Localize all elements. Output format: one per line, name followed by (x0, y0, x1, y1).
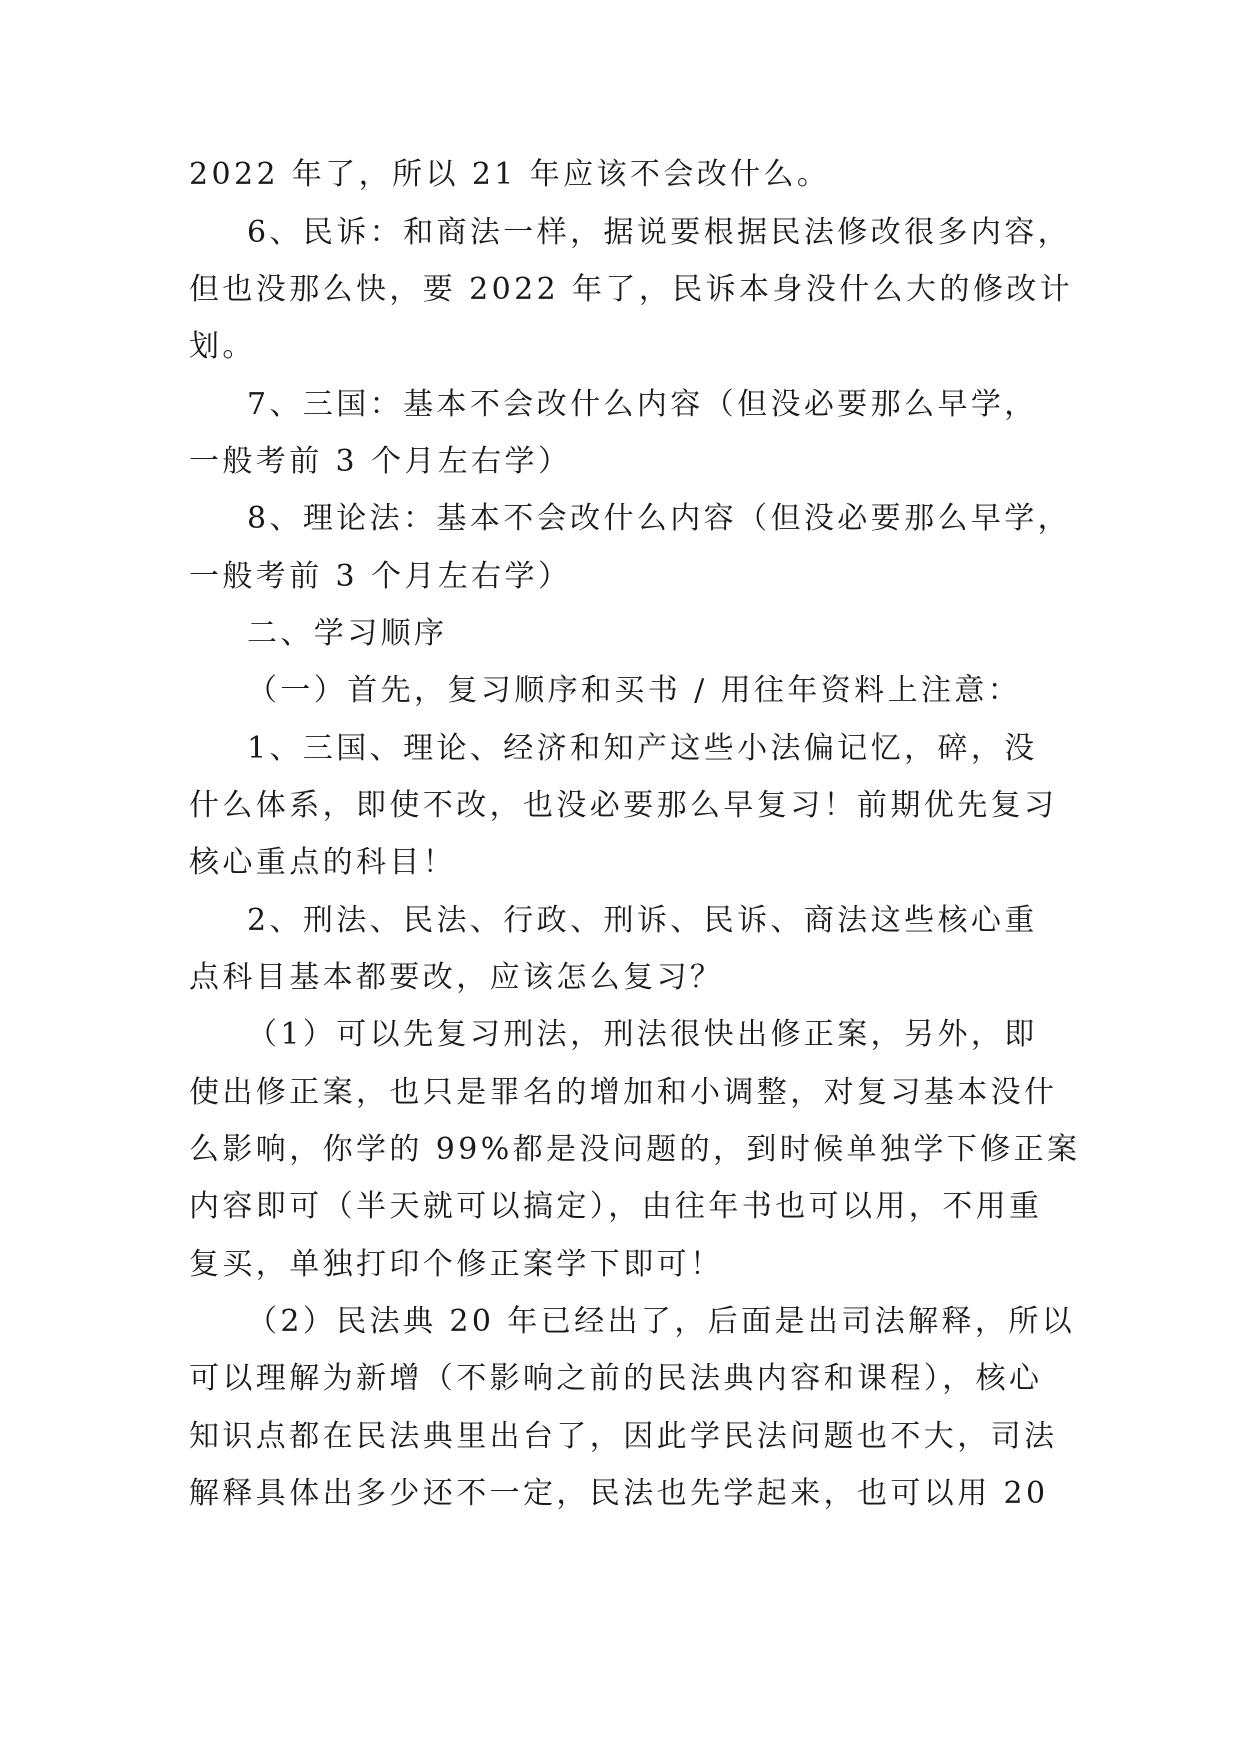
text-line: 什么体系，即使不改，也没必要那么早复习！前期优先复习 (189, 788, 1058, 823)
text-line: 2、刑法、民法、行政、刑诉、民诉、商法这些核心重 (247, 903, 1038, 938)
text-line: 可以理解为新增（不影响之前的民法典内容和课程），核心 (189, 1361, 1043, 1396)
subsection-heading: （一）首先，复习顺序和买书 / 用往年资料上注意： (247, 673, 1022, 708)
section-heading: 二、学习顺序 (247, 616, 448, 651)
text-line: 2022 年了，所以 21 年应该不会改什么。 (189, 157, 831, 192)
text-line: （1）可以先复习刑法，刑法很快出修正案，另外，即 (247, 1017, 1038, 1052)
text-line: 内容即可（半天就可以搞定），由往年书也可以用，不用重 (189, 1189, 1043, 1224)
text-line: 使出修正案，也只是罪名的增加和小调整，对复习基本没什 (189, 1075, 1058, 1110)
text-line: 1、三国、理论、经济和知产这些小法偏记忆，碎，没 (247, 731, 1038, 766)
text-line: （2）民法典 20 年已经出了，后面是出司法解释，所以 (247, 1304, 1076, 1339)
text-line: 6、民诉：和商法一样，据说要根据民法修改很多内容， (247, 215, 1072, 250)
text-line: 划。 (189, 329, 256, 364)
text-line: 核心重点的科目！ (189, 845, 457, 880)
text-line: 8、理论法：基本不会改什么内容（但没必要那么早学， (247, 501, 1072, 536)
text-line: 一般考前 3 个月左右学） (189, 559, 572, 594)
text-line: 解释具体出多少还不一定，民法也先学起来，也可以用 20 (189, 1476, 1049, 1511)
text-line: 知识点都在民法典里出台了，因此学民法问题也不大，司法 (189, 1419, 1058, 1454)
text-line: 但也没那么快，要 2022 年了，民诉本身没什么大的修改计 (189, 272, 1074, 307)
text-line: 复买，单独打印个修正案学下即可！ (189, 1247, 724, 1282)
text-line: 7、三国：基本不会改什么内容（但没必要那么早学， (247, 387, 1038, 422)
text-line: 点科目基本都要改，应该怎么复习？ (189, 960, 724, 995)
text-line: 么影响，你学的 99%都是没问题的，到时候单独学下修正案 (189, 1132, 1081, 1167)
text-line: 一般考前 3 个月左右学） (189, 444, 572, 479)
